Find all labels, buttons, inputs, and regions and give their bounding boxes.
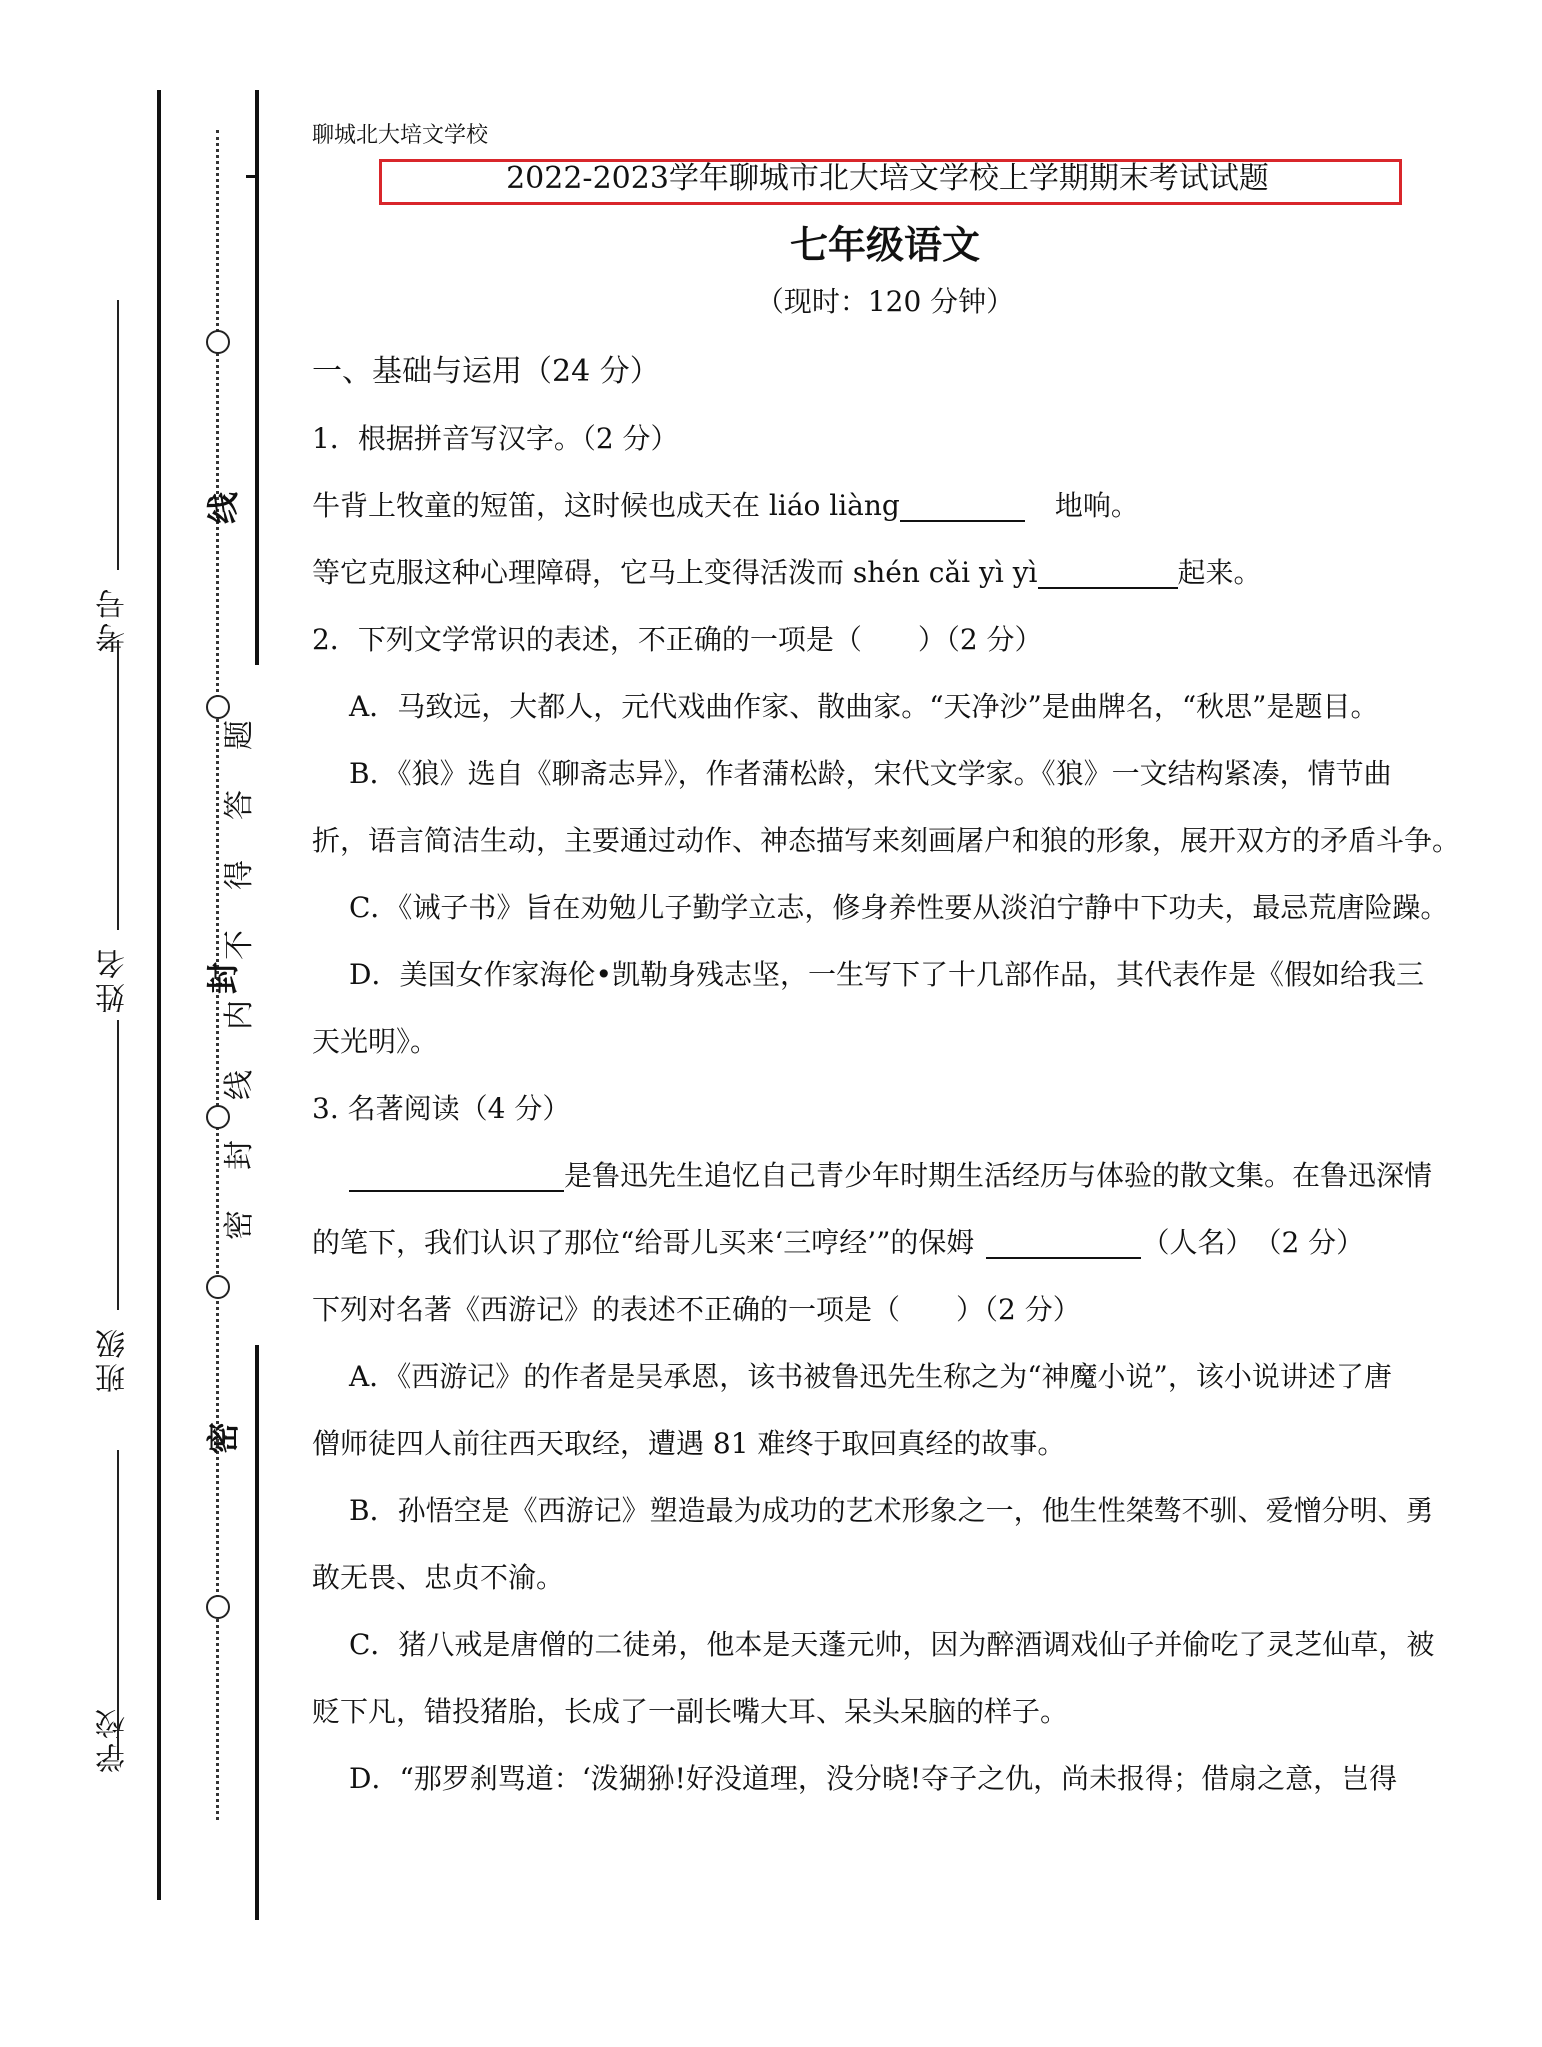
question-2-stem: 2．下列文学常识的表述，不正确的一项是（ ）（2 分） — [312, 623, 1043, 656]
class-label: 班级 — [96, 1325, 131, 1393]
question-3-stem: 3. 名著阅读（4 分） — [312, 1092, 571, 1125]
class-field[interactable] — [117, 1020, 119, 1310]
name-field[interactable] — [117, 640, 119, 930]
exam-no-label: 考号 — [96, 585, 131, 653]
question-1-line-2 — [312, 539, 1462, 606]
q3-book-blank[interactable] — [349, 1164, 564, 1192]
q1-answer-blank-1[interactable] — [900, 494, 1025, 522]
seal-char-feng: 封 — [204, 961, 243, 995]
seal-notice-char: 答 — [222, 790, 257, 820]
question-1-line-1 — [312, 472, 1462, 539]
name-label: 姓名 — [96, 945, 131, 1013]
question-2-option-d: D．美国女作家海伦•凯勒身残志坚，一生写下了十几部作品，其代表作是《假如给我三 — [349, 958, 1424, 991]
question-3-paragraph-2 — [312, 1209, 1462, 1276]
q3-name-blank[interactable] — [986, 1231, 1141, 1259]
question-3-option-d: D．“那罗刹骂道：‘泼猢狲!好没道理，没分晓!夺子之仇，尚未报得；借扇之意，岂得 — [349, 1762, 1398, 1795]
question-3-option-a-cont: 僧师徒四人前往西天取经，遭遇 81 难终于取回真经的故事。 — [312, 1427, 1066, 1460]
subject-title: 七年级语文 — [789, 222, 980, 267]
q1-text: 地响。 — [1054, 489, 1139, 522]
question-3-option-b: B．孙悟空是《西游记》塑造最为成功的艺术形象之一，他生性桀骜不驯、爱憎分明、勇 — [349, 1494, 1434, 1527]
question-3-option-a: A．《西游记》的作者是吴承恩，该书被鲁迅先生称之为“神魔小说”，该小说讲述了唐 — [349, 1360, 1392, 1393]
seal-notice-char: 线 — [222, 1070, 257, 1100]
margin-tick — [246, 175, 256, 178]
exam-no-field[interactable] — [117, 300, 119, 570]
seal-char-xian: 线 — [204, 491, 243, 525]
seal-notice-char: 题 — [222, 720, 257, 750]
seal-circle — [206, 1595, 230, 1619]
margin-outer-line — [157, 90, 161, 1900]
school-label: 学校 — [96, 1705, 131, 1773]
exam-title: 2022-2023学年聊城市北大培文学校上学期期末考试试题 — [506, 161, 1269, 196]
q1-text: 等它克服这种心理障碍，它马上变得活泼而 shén cǎi yì yì — [312, 556, 1038, 589]
question-3-option-c: C．猪八戒是唐僧的二徒弟，他本是天蓬元帅，因为醉酒调戏仙子并偷吃了灵芝仙草，被 — [349, 1628, 1435, 1661]
margin-inner-line-bottom — [255, 1345, 259, 1920]
question-3-sub-stem: 下列对名著《西游记》的表述不正确的一项是（ ）（2 分） — [312, 1293, 1081, 1326]
seal-notice-char: 得 — [222, 860, 257, 890]
seal-notice-char: 密 — [222, 1210, 257, 1240]
question-1-stem: 1．根据拼音写汉字。（2 分） — [312, 422, 679, 455]
seal-notice-char: 不 — [222, 930, 257, 960]
school-name-small: 聊城北大培文学校 — [312, 123, 489, 148]
q3-text: 的笔下，我们认识了那位“给哥儿买来‘三哼经’”的保姆 — [312, 1226, 975, 1259]
seal-notice-text — [222, 700, 275, 1260]
question-2-option-c: C．《诫子书》旨在劝勉儿子勤学立志，修身养性要从淡泊宁静中下功夫，最忌荒唐险躁。 — [349, 891, 1449, 924]
school-field[interactable] — [117, 1450, 119, 1760]
seal-circle — [206, 1105, 230, 1129]
seal-char-mi: 密 — [204, 1421, 243, 1455]
q3-text: 是鲁迅先生追忆自己青少年时期生活经历与体验的散文集。在鲁迅深情 — [564, 1159, 1433, 1192]
question-2-option-a: A．马致远，大都人，元代戏曲作家、散曲家。“天净沙”是曲牌名，“秋思”是题目。 — [349, 690, 1379, 723]
seal-notice-char: 封 — [222, 1140, 257, 1170]
question-3-option-b-cont: 敢无畏、忠贞不渝。 — [312, 1561, 565, 1594]
question-2-option-b: B．《狼》选自《聊斋志异》，作者蒲松龄，宋代文学家。《狼》一文结构紧凑，情节曲 — [349, 757, 1392, 790]
q1-answer-blank-2[interactable] — [1038, 561, 1178, 589]
seal-notice-char: 内 — [222, 1000, 257, 1030]
section-heading: 一、基础与运用（24 分） — [312, 354, 660, 389]
question-2-option-d-cont: 天光明》。 — [312, 1025, 439, 1058]
q1-text: 牛背上牧童的短笛，这时候也成天在 liáo liàng — [312, 489, 900, 522]
exam-content — [312, 338, 1462, 1812]
question-3-paragraph-1 — [312, 1142, 1462, 1209]
seal-circle — [206, 695, 230, 719]
question-2-option-b-cont: 折，语言简洁生动，主要通过动作、神态描写来刻画屠户和狼的形象，展开双方的矛盾斗争。 — [312, 824, 1461, 857]
q1-text: 起来。 — [1177, 556, 1262, 589]
exam-time: （现时：120 分钟） — [755, 285, 1015, 318]
q3-text: （人名） （2 分） — [1141, 1226, 1365, 1259]
seal-circle — [206, 1275, 230, 1299]
seal-circle — [206, 330, 230, 354]
question-3-option-c-cont: 贬下凡，错投猪胎，长成了一副长嘴大耳、呆头呆脑的样子。 — [312, 1695, 1069, 1728]
